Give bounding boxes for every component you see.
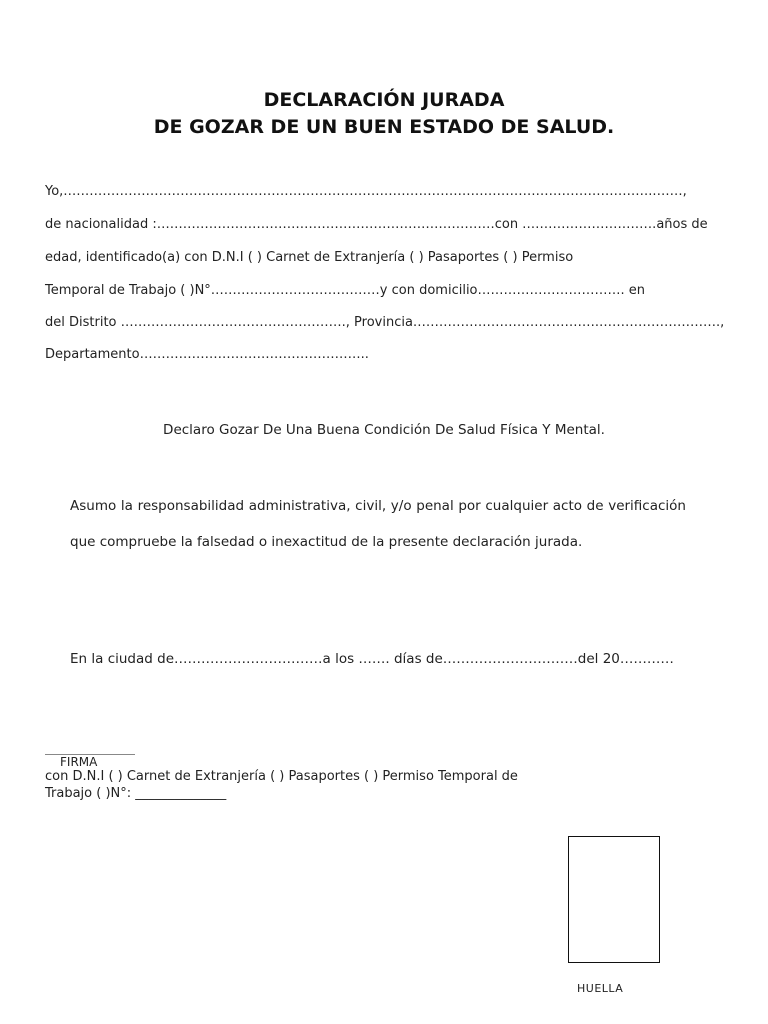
fingerprint-box [568,836,660,963]
signature-id-line: con D.N.I ( ) Carnet de Extranjería ( ) Pasaportes ( ) Permiso Temporal de [45,769,518,784]
city-date-line: En la ciudad de……………………………a los ……. días de…………………………del 20………… [70,651,674,667]
department-line: Departamento…………………………………………….. [45,347,369,362]
responsibility-paragraph: Asumo la responsabilidad administrativa, civil, y/o penal por cualquier acto de verificación que compruebe la falsedad o inexactitud de la presente declaración jurada. [70,498,686,550]
document-number-address-line: Temporal de Trabajo ( )N°…………………………………y con domicilio……………………………. en [45,283,646,298]
name-field-line: Yo,………………………………………………………………………………………………………………………..……, [45,184,687,199]
nationality-age-line: de nacionalidad :……………………………………………………………………con ………………………….años de [45,217,708,232]
fingerprint-label: HUELLA [577,982,624,995]
document-title: DECLARACIÓN JURADA [263,89,505,111]
district-province-line: del Distrito ……………………………………………., Provincia…………………………………….………………………., [45,315,725,330]
signature-label: FIRMA [60,755,98,769]
health-declaration: Declaro Gozar De Una Buena Condición De Salud Física Y Mental. [163,422,605,438]
document-subtitle: DE GOZAR DE UN BUEN ESTADO DE SALUD. [153,116,615,138]
signature-id-number-line: Trabajo ( )N°: ______________ [45,786,227,801]
identification-type-line: edad, identificado(a) con D.N.I ( ) Carnet de Extranjería ( ) Pasaportes ( ) Permiso [45,250,574,265]
